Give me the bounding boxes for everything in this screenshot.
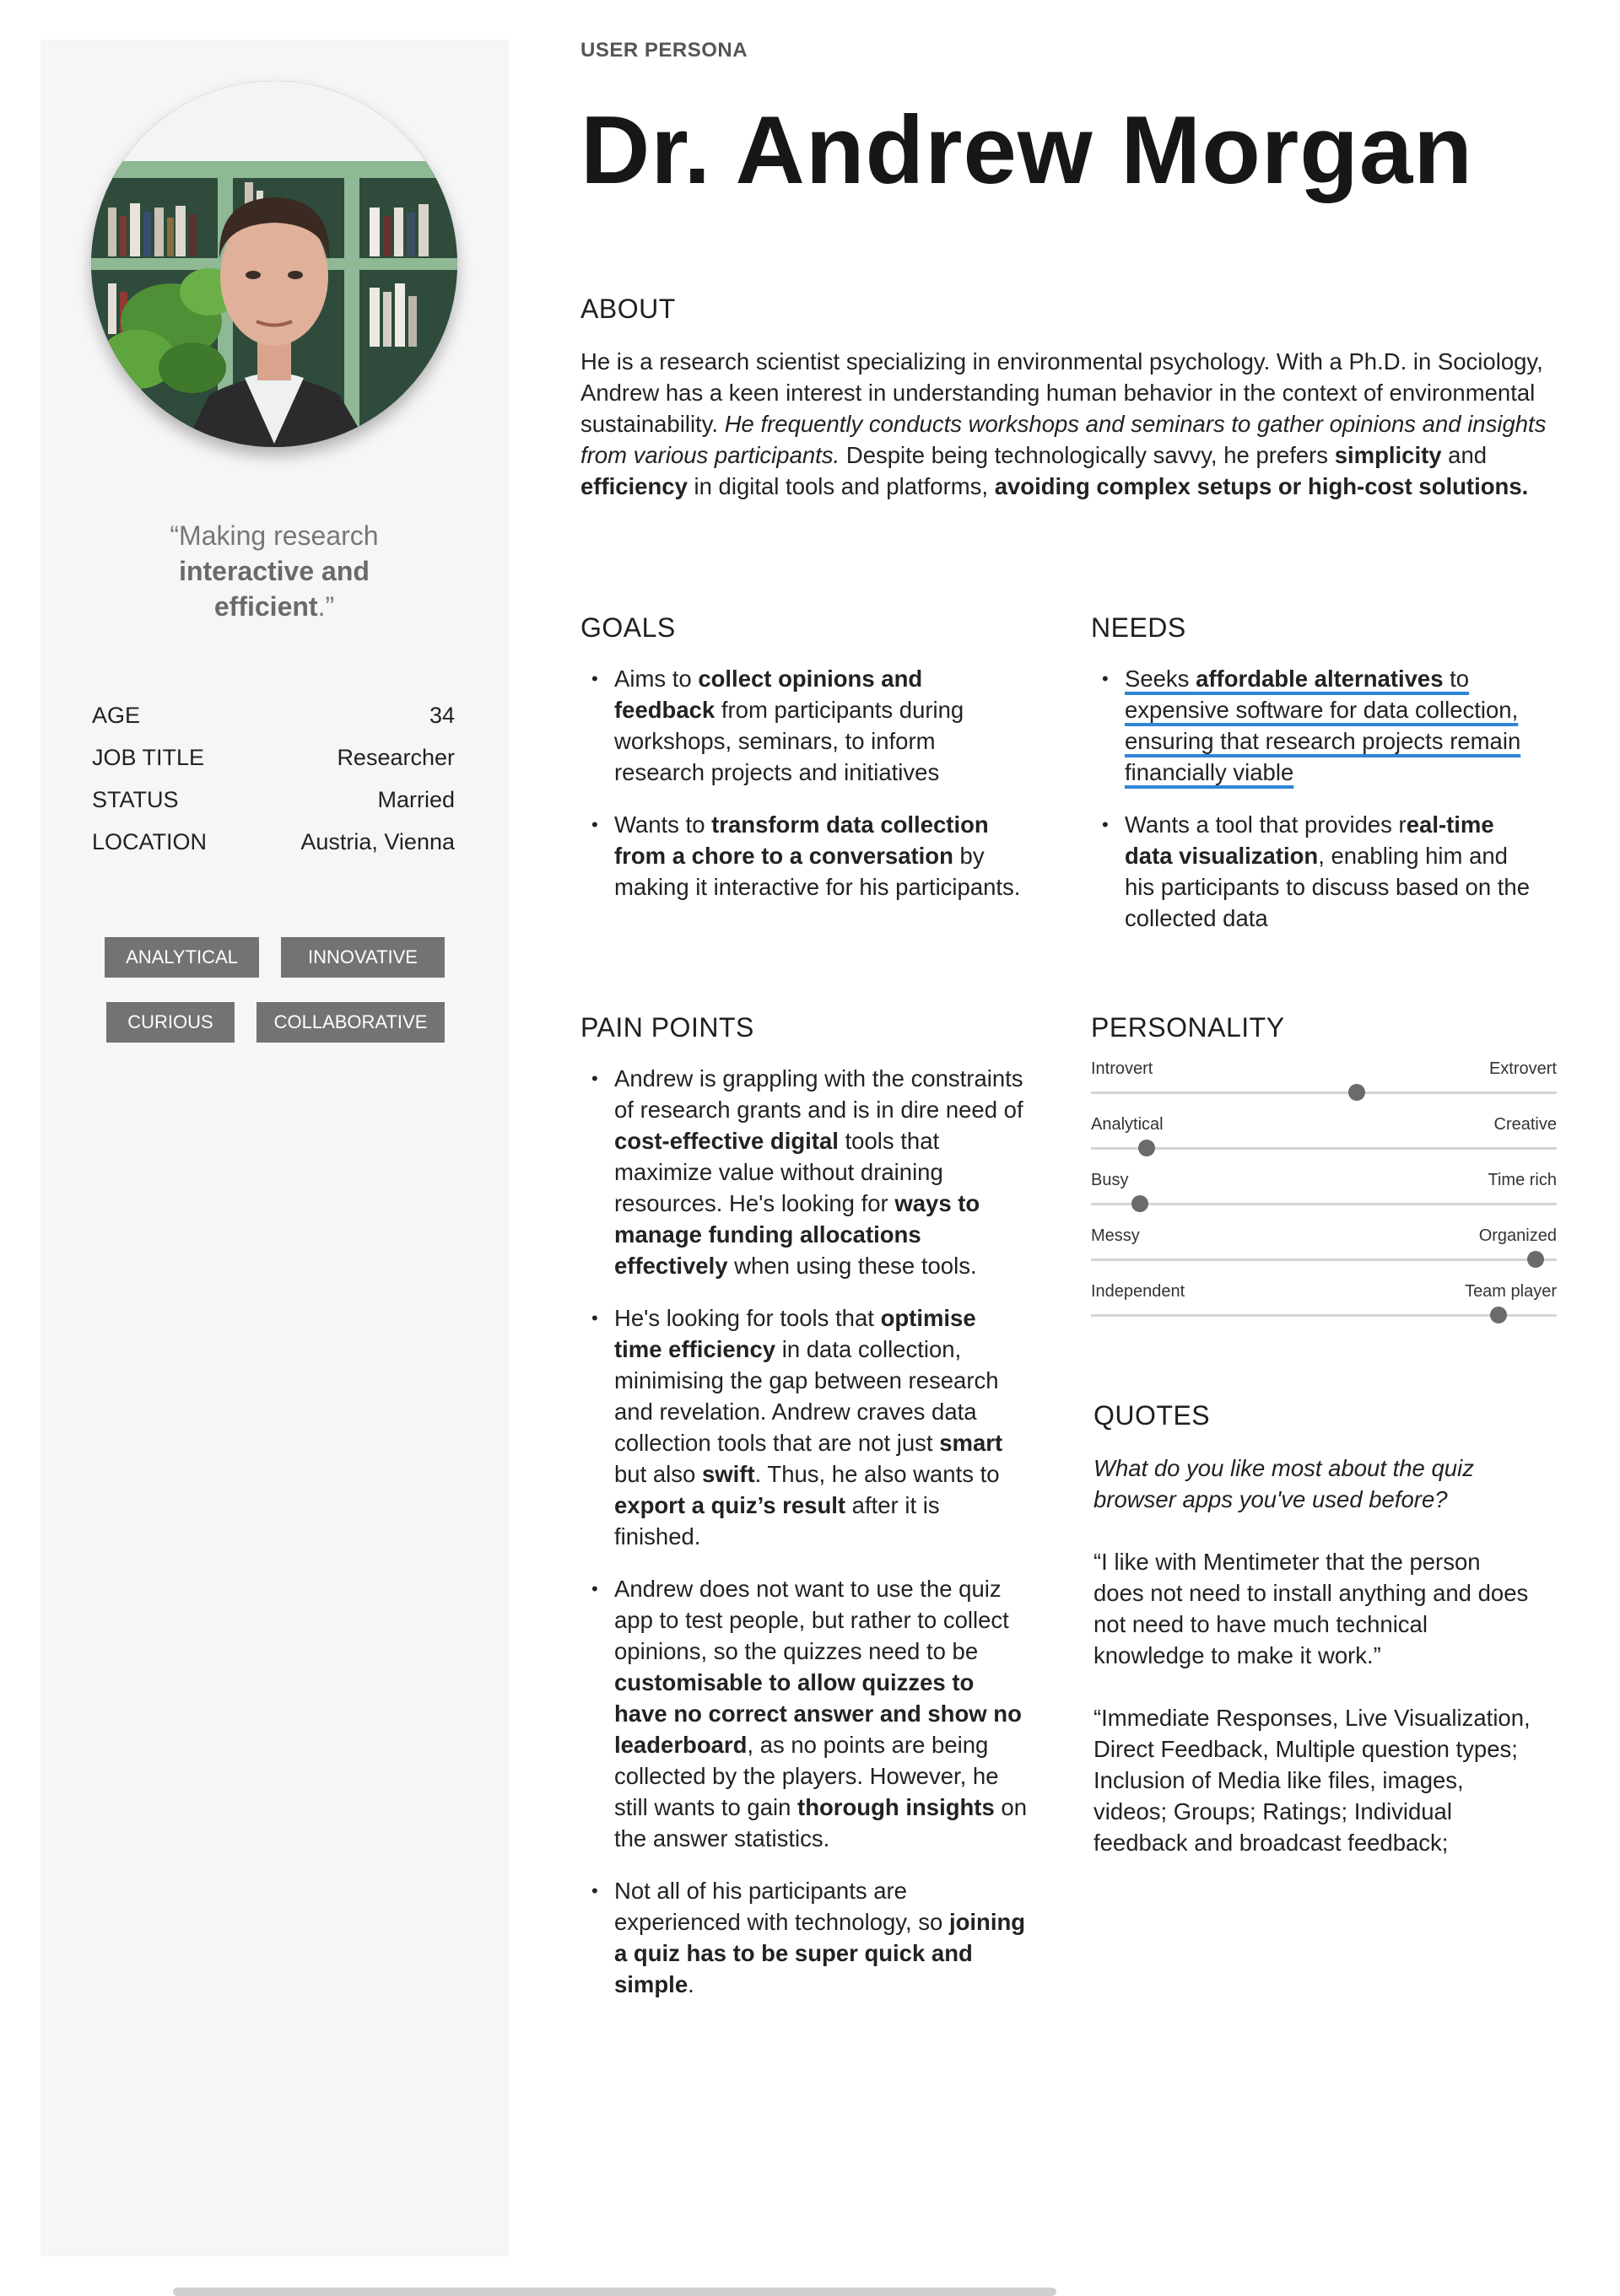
text-segment: in digital tools and platforms, [687, 473, 995, 499]
slider-knob[interactable] [1138, 1140, 1155, 1156]
emphasis-text: simplicity [1334, 442, 1442, 468]
persona-eyebrow: USER PERSONA [580, 39, 748, 62]
horizontal-scrollbar[interactable] [173, 2288, 1056, 2296]
emphasis-text: cost-effective digital [614, 1128, 839, 1154]
pain-point-item [580, 1573, 1028, 1854]
slider-track[interactable] [1091, 1203, 1557, 1205]
text-segment: but also [614, 1461, 702, 1487]
fact-value: 34 [429, 703, 455, 728]
pain-points-heading: PAIN POINTS [580, 1012, 754, 1043]
persona-name: Dr. Andrew Morgan [580, 97, 1473, 204]
slider-right-label: Time rich [1488, 1171, 1557, 1189]
text-segment: after it is finished. [614, 1492, 940, 1550]
fact-label: STATUS [92, 787, 179, 812]
goals-heading: GOALS [580, 612, 676, 643]
need-item [1091, 809, 1530, 934]
emphasis-text: swift [701, 1461, 755, 1487]
pain-point-item [580, 1302, 1028, 1552]
text-segment: , enabling him and his participants to discuss based on the collected data [1125, 843, 1531, 931]
pain-point-item [580, 1875, 1028, 2000]
persona-facts [92, 698, 455, 867]
text-segment: in data collection, minimising the gap between research and revelation. Andrew craves data collection tools that are not just [614, 1336, 999, 1456]
quote-answer: “I like with Mentimeter that the person does not need to install anything and does not need to have much technical knowledge to make it work.” [1094, 1549, 1529, 1668]
need-item [1091, 663, 1530, 788]
quote-question: What do you like most about the quiz browser apps you've used before? [1094, 1455, 1474, 1512]
text-segment: , as no points are being collected by the players. However, he still wants to gain [614, 1732, 999, 1820]
motto-close: .” [317, 591, 335, 622]
slider-track[interactable] [1091, 1314, 1557, 1317]
persona-motto [127, 518, 422, 624]
emphasis-text: efficiency [580, 473, 688, 499]
personality-slider-busy[interactable] [1091, 1171, 1557, 1226]
text-segment: Wants to [614, 811, 712, 838]
text-segment: Andrew is grappling with the constraints of research grants and is in dire need of [614, 1065, 1023, 1123]
needs-heading: NEEDS [1091, 612, 1186, 643]
fact-row-job-title [92, 741, 455, 783]
fact-row-status [92, 783, 455, 825]
fact-label: LOCATION [92, 829, 208, 854]
personality-slider-messy[interactable] [1091, 1226, 1557, 1282]
fact-label: JOB TITLE [92, 745, 205, 770]
slider-track[interactable] [1091, 1147, 1557, 1150]
about-text [580, 346, 1593, 502]
slider-knob[interactable] [1348, 1084, 1365, 1101]
goal-item [580, 663, 1028, 788]
tag-curious: CURIOUS [106, 1002, 235, 1043]
about-heading: ABOUT [580, 294, 676, 324]
tag-analytical: ANALYTICAL [105, 937, 259, 978]
personality-heading: PERSONALITY [1091, 1012, 1285, 1043]
slider-left-label: Messy [1091, 1226, 1140, 1245]
text-segment: He is a research scientist specializing in environmental psychology. With a Ph.D. in Sociology, Andrew has a keen interest in understanding human behavior in the context of environmental sustainability. [580, 348, 1543, 437]
motto-open: “Making research [170, 520, 379, 551]
slider-knob[interactable] [1131, 1195, 1148, 1212]
emphasis-text: export a quiz’s result [614, 1492, 846, 1518]
slider-left-label: Introvert [1091, 1059, 1153, 1078]
emphasis-text: optimise time efficiency [614, 1305, 976, 1362]
portrait-icon [91, 81, 457, 447]
quotes-heading: QUOTES [1094, 1400, 1211, 1431]
emphasis-text: thorough insights [797, 1794, 995, 1820]
emphasis-text: eal-time data visualization [1125, 811, 1494, 869]
fact-value: Married [377, 787, 455, 812]
personality-slider-analytical[interactable] [1091, 1115, 1557, 1171]
text-segment: He frequently conducts workshops and seminars to gather opinions and insights from various participants. [580, 411, 1547, 468]
portrait-photo [91, 81, 457, 447]
text-segment: from participants during workshops, seminars, to inform research projects and initiatives [614, 697, 964, 785]
goal-item [580, 809, 1028, 903]
quote-answer: “Immediate Responses, Live Visualization, Direct Feedback, Multiple question types; Inclusion of Media like files, images, videos; Groups; Ratings; Individual feedback and broadcast feedback; [1094, 1705, 1531, 1856]
emphasis-text: joining a quiz has to be super quick and simple [614, 1909, 1026, 1997]
slider-knob[interactable] [1527, 1251, 1544, 1268]
fact-value: Austria, Vienna [300, 829, 455, 854]
personality-slider-independent[interactable] [1091, 1282, 1557, 1338]
text-segment: tools that maximize value without draining resources. He's looking for [614, 1128, 943, 1216]
emphasis-text: customisable to allow quizzes to have no correct answer and show no leaderboard [614, 1669, 1022, 1758]
fact-row-location [92, 825, 455, 867]
text-segment: Andrew does not want to use the quiz app to test people, but rather to collect opinions, so the quizzes need to be [614, 1576, 1009, 1664]
pain-points-list [580, 1063, 1028, 2021]
text-segment: by making it interactive for his participants. [614, 843, 1021, 900]
motto-bold: interactive and efficient [179, 556, 370, 622]
slider-left-label: Independent [1091, 1282, 1185, 1301]
tag-innovative: INNOVATIVE [281, 937, 445, 978]
text-segment: Despite being technologically savvy, he prefers [840, 442, 1335, 468]
text-segment: and [1441, 442, 1488, 468]
text-segment: on the answer statistics. [614, 1794, 1027, 1851]
slider-track[interactable] [1091, 1258, 1557, 1261]
emphasis-text: avoiding complex setups or high-cost solutions. [994, 473, 1529, 499]
emphasis-text: smart [939, 1430, 1003, 1456]
personality-slider-introvert[interactable] [1091, 1059, 1557, 1115]
text-segment: Wants a tool that provides r [1125, 811, 1407, 838]
pain-point-item [580, 1063, 1028, 1281]
emphasis-text: affordable alternatives [1196, 666, 1444, 692]
needs-list [1091, 663, 1530, 955]
emphasis-text: collect opinions and feedback [614, 666, 923, 723]
text-segment: . [688, 1971, 694, 1997]
slider-track[interactable] [1091, 1091, 1557, 1094]
slider-left-label: Busy [1091, 1171, 1129, 1189]
fact-value: Researcher [337, 745, 455, 770]
text-segment: Aims to [614, 666, 699, 692]
slider-right-label: Creative [1493, 1115, 1557, 1134]
goals-list [580, 663, 1028, 924]
slider-left-label: Analytical [1091, 1115, 1164, 1134]
quotes-body [1094, 1453, 1532, 1889]
text-segment: He's looking for tools that [614, 1305, 881, 1331]
tag-collaborative: COLLABORATIVE [256, 1002, 445, 1043]
slider-right-label: Extrovert [1488, 1059, 1557, 1078]
text-segment: Seeks [1125, 666, 1196, 692]
text-segment: . Thus, he also wants to [754, 1461, 1000, 1487]
emphasis-text: transform data collection from a chore to a conversation [614, 811, 989, 869]
slider-right-label: Team player [1465, 1282, 1557, 1301]
text-segment: Not all of his participants are experienced with technology, so [614, 1878, 949, 1935]
slider-knob[interactable] [1490, 1307, 1507, 1323]
fact-row-age [92, 698, 455, 741]
slider-right-label: Organized [1478, 1226, 1557, 1245]
text-segment: to expensive software for data collection, ensuring that research projects remain financially viable [1125, 666, 1521, 785]
text-segment: when using these tools. [727, 1253, 977, 1279]
emphasis-text: ways to manage funding allocations effectively [614, 1190, 980, 1279]
fact-label: AGE [92, 703, 141, 728]
